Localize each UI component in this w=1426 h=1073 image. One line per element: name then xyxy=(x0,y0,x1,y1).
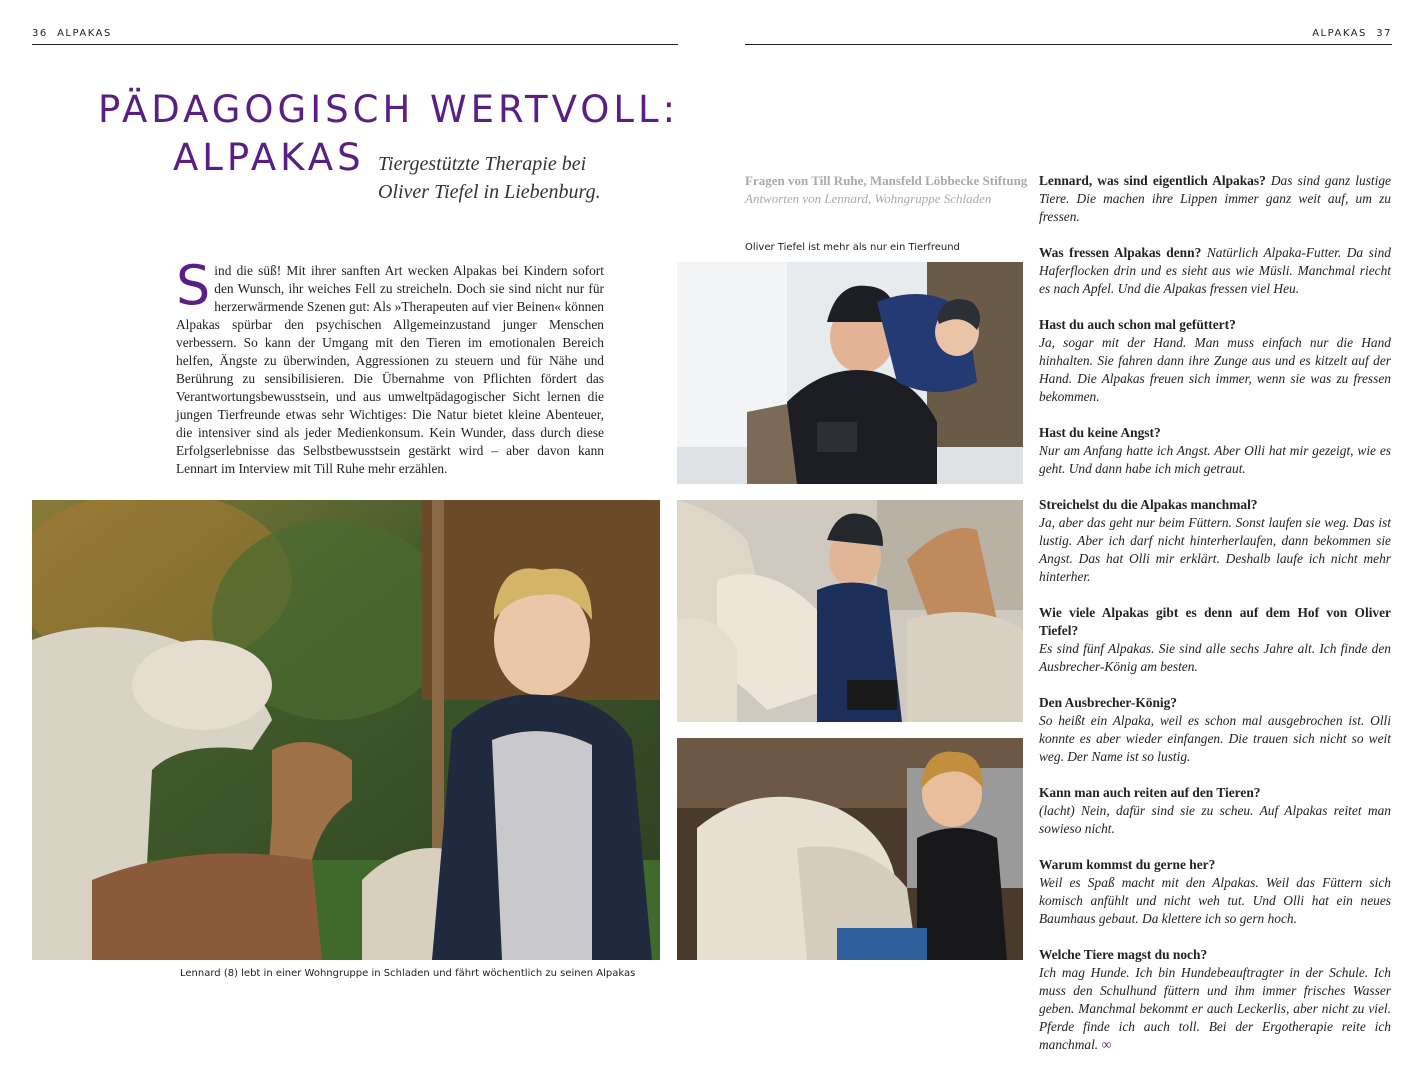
credits-questions: Fragen von Till Ruhe, Mansfeld Löbbecke Stiftung xyxy=(745,173,1028,188)
answer: Weil es Spaß macht mit den Alpakas. Weil das Füttern sich komisch anfühlt und nicht weh tut. Und Olli hat ein neues Baumhaus gebaut. Da klettere ich so gern hoch. xyxy=(1039,875,1391,926)
question: Warum kommst du gerne her? xyxy=(1039,857,1216,872)
question: Hast du keine Angst? xyxy=(1039,425,1161,440)
interview-item xyxy=(1039,244,1391,298)
answer: Es sind fünf Alpakas. Sie sind alle sechs Jahre alt. Ich finde den Ausbrecher-König am besten. xyxy=(1039,641,1391,674)
interview-item xyxy=(1039,424,1391,478)
header-rule-right xyxy=(745,44,1392,45)
answer: Natürlich Alpaka-Futter. Da sind Haferflocken drin und es sieht aus wie Müsli. Manchmal riecht es nach Apfel. Und die Alpakas fressen viel Heu. xyxy=(1039,245,1391,296)
interview-credits xyxy=(745,172,1035,208)
end-mark-icon: ∞ xyxy=(1101,1038,1112,1053)
page-number-left: 36 xyxy=(32,28,48,39)
question: Kann man auch reiten auf den Tieren? xyxy=(1039,785,1261,800)
intro-text: ind die süß! Mit ihrer sanften Art wecken Alpakas bei Kindern sofort den Wunsch, ihr weiches Fell zu streicheln. Doch sie sind nicht nur für herzerwärmende Szenen gut: Als »Therapeuten auf vier Beinen« können Alpakas spürbar den psychischen Allgemeinzustand junger Menschen verbessern. So kann der Umgang mit den Tieren im emotionalen Bereich helfen, Ängste zu überwinden, Aggressionen zu steuern und für Nähe und Berührung zu sensibilisieren. Die Übernahme von Pflichten fördert das Verantwortungsbewusstsein, und aus umweltpädagogischer Sicht lernen die jungen Tierfreunde etwas sehr Wichtiges: Die Natur bietet kleine Abenteuer, die intensiver sind als jeder Medienkonsum. Kein Wunder, dass durch diese Erfolgserlebnisse das Selbstbewusstsein gestärkt wird – aber davon kann Lennart im Interview mit Till Ruhe mehr erzählen. xyxy=(176,263,604,476)
section-label-left: ALPAKAS xyxy=(57,28,112,39)
drop-cap: S xyxy=(176,254,211,317)
subtitle-line2: Oliver Tiefel in Liebenburg. xyxy=(378,181,601,203)
interview-item xyxy=(1039,496,1391,586)
article-title-line2: ALPAKAS xyxy=(173,136,365,179)
interview-item xyxy=(1039,604,1391,676)
interview-item xyxy=(1039,946,1391,1055)
answer: Ja, sogar mit der Hand. Man muss einfach nur die Hand hinhalten. Sie fahren dann ihre Zunge aus und es kitzelt auf der Hand. Die Alpakas freuen sich immer, wenn sie was zu fressen bekommen. xyxy=(1039,335,1391,404)
interview-item xyxy=(1039,856,1391,928)
question: Den Ausbrecher-König? xyxy=(1039,695,1177,710)
answer: Das sind ganz lustige Tiere. Die machen ihre Lippen immer ganz weit auf, um zu fressen. xyxy=(1039,173,1391,224)
answer: (lacht) Nein, dafür sind sie zu scheu. Auf Alpakas reitet man sowieso nicht. xyxy=(1039,803,1391,836)
credits-answers: Antworten von Lennard, Wohngruppe Schladen xyxy=(745,191,992,206)
main-photo-boy-alpacas xyxy=(32,500,660,960)
question: Hast du auch schon mal gefüttert? xyxy=(1039,317,1236,332)
page-number-right: 37 xyxy=(1376,28,1392,39)
section-label-right: ALPAKAS xyxy=(1312,28,1367,39)
interview-item xyxy=(1039,694,1391,766)
photo-boy-with-alpaca xyxy=(677,738,1023,960)
top-photo-caption: Oliver Tiefel ist mehr als nur ein Tierfreund xyxy=(745,242,960,253)
article-title-line1: PÄDAGOGISCH WERTVOLL: xyxy=(98,88,680,131)
main-photo-caption: Lennard (8) lebt in einer Wohngruppe in Schladen und fährt wöchentlich zu seinen Alpakas xyxy=(180,968,636,979)
header-rule-left xyxy=(32,44,678,45)
question: Lennard, was sind eigentlich Alpakas? xyxy=(1039,173,1266,188)
answer: Ja, aber das geht nur beim Füttern. Sonst laufen sie weg. Das ist lustig. Aber ich darf nicht hinterherlaufen, dann bekommen sie Angst. Das hat Olli mir erklärt. Deshalb laufe ich nicht mehr hinterher. xyxy=(1039,515,1391,584)
interview-item xyxy=(1039,172,1391,226)
question: Welche Tiere magst du noch? xyxy=(1039,947,1208,962)
question: Was fressen Alpakas denn? xyxy=(1039,245,1202,260)
interview-item xyxy=(1039,784,1391,838)
subtitle-line1: Tiergestützte Therapie bei xyxy=(378,153,587,175)
question: Streichelst du die Alpakas manchmal? xyxy=(1039,497,1258,512)
answer: Nur am Anfang hatte ich Angst. Aber Olli hat mir gezeigt, wie es geht. Und dann habe ich mich getraut. xyxy=(1039,443,1391,476)
question: Wie viele Alpakas gibt es denn auf dem Hof von Oliver Tiefel? xyxy=(1039,605,1391,638)
left-page-header xyxy=(32,28,112,39)
article-subtitle xyxy=(378,150,648,206)
interview-item xyxy=(1039,316,1391,406)
photo-boy-feeding-alpacas xyxy=(677,500,1023,722)
answer: Ich mag Hunde. Ich bin Hundebeauftragter in der Schule. Ich muss den Schulhund füttern und ihm immer frisches Wasser geben. Manchmal bekommt er auch Leckerlis, aber nicht zu viel. Pferde finde ich auch toll. Bei der Ergotherapie reite ich manchmal. xyxy=(1039,965,1391,1052)
photo-man-carrying-boy xyxy=(677,262,1023,484)
interview-column xyxy=(1039,172,1391,1073)
intro-paragraph xyxy=(176,254,604,478)
answer: So heißt ein Alpaka, weil es schon mal ausgebrochen ist. Olli konnte es aber wieder einfangen. Die trauen sich nicht so weit weg. Der Name ist so lustig. xyxy=(1039,713,1391,764)
right-page-header xyxy=(1312,28,1392,39)
